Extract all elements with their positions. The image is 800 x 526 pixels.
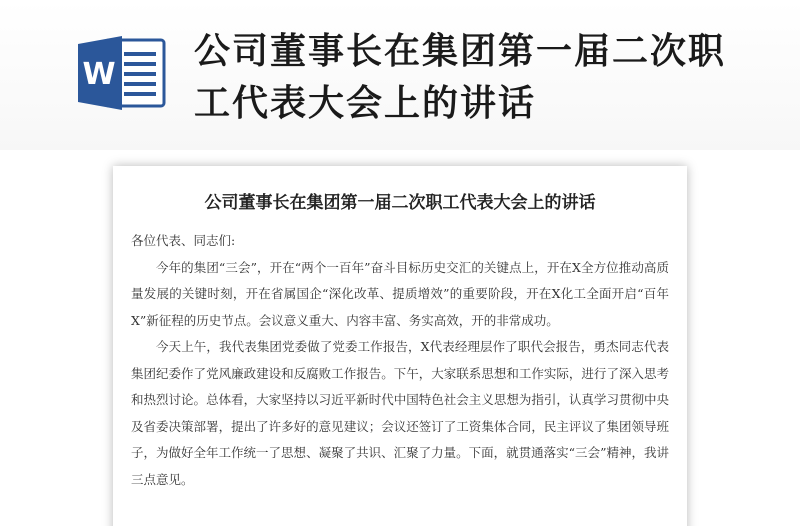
page-title: 公司董事长在集团第一届二次职工代表大会上的讲话: [194, 31, 727, 124]
word-icon-letter: W: [82, 57, 116, 92]
document-page: [113, 166, 687, 526]
paragraph-1: 今年的集团“三会”，开在“两个一百年”奋斗目标历史交汇的关键点上，开在X全方位推动高质量发展的关键时刻，开在省属国企“深化改革、提质增效”的重要阶段，开在X化工全面开启“百年X”新征程的历史节点。会议意义重大、内容丰富、务实高效，开的非常成功。: [131, 259, 669, 328]
document-body: [131, 228, 669, 493]
document-title: 公司董事长在集团第一届二次职工代表大会上的讲话: [204, 193, 596, 213]
word-icon: [76, 34, 168, 112]
salutation: 各位代表、同志们:: [131, 233, 236, 248]
paragraph-2: 今天上午，我代表集团党委做了党委工作报告，X代表经理层作了职代会报告，勇杰同志代表集团纪委作了党风廉政建设和反腐败工作报告。下午，大家联系思想和工作实际，进行了深入思考和热烈讨论。总体看，大家坚持以习近平新时代中国特色社会主义思想为指引，认真学习贯彻中央及省委决策部署，提出了许多好的意见建议；会议还签订了工资集体合同，民主评议了集团领导班子，为做好全年工作统一了思想、凝聚了共识、汇聚了力量。下面，就贯通落实“三会”精神，我讲三点意见。: [131, 339, 669, 487]
